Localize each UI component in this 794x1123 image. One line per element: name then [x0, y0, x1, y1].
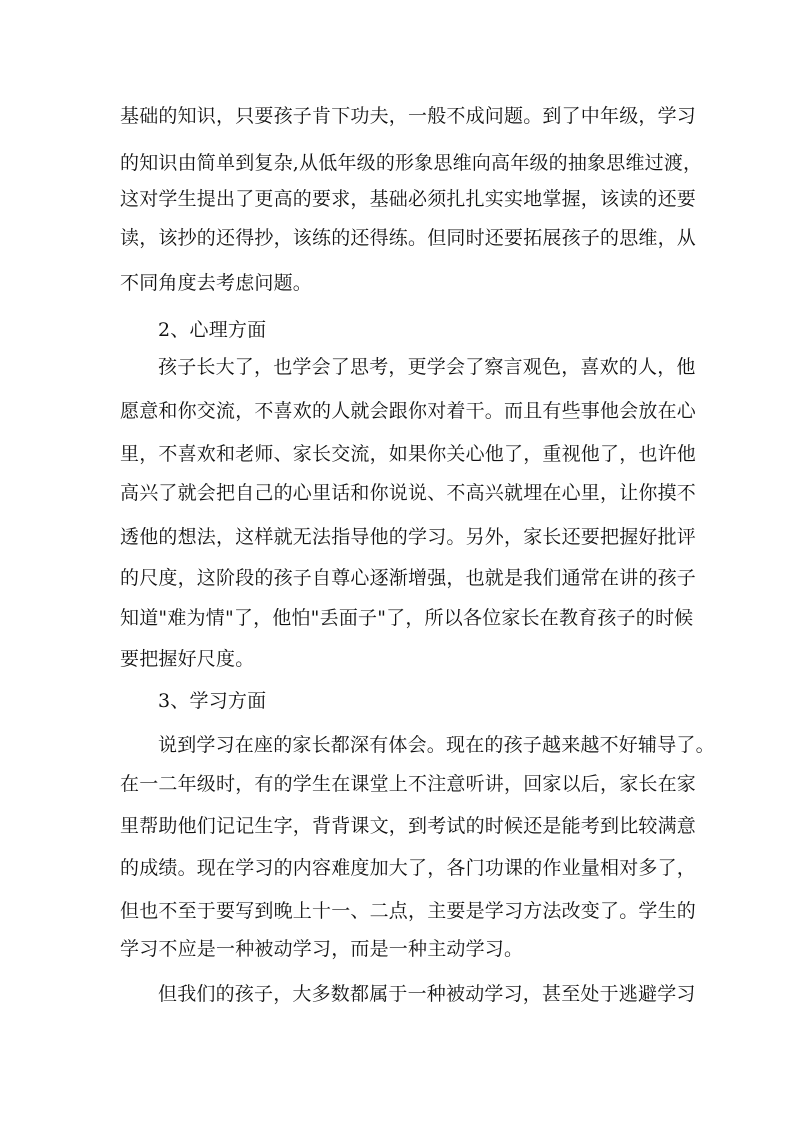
- body-text-line: 要把握好尺度。: [120, 648, 255, 670]
- section-heading: 2、心理方面: [158, 319, 267, 341]
- body-text-line: 基础的知识，只要孩子肯下功夫，一般不成问题。到了中年级，学习: [120, 105, 697, 127]
- paragraph-first-line: 但我们的孩子，大多数都属于一种被动学习，甚至处于逃避学习: [158, 983, 696, 1005]
- body-text-line: 在一二年级时，有的学生在课堂上不注意听讲，回家以后，家长在家: [120, 773, 697, 795]
- paragraph-first-line: 说到学习在座的家长都深有体会。现在的孩子越来越不好辅导了。: [158, 734, 715, 756]
- body-text-line: 的知识由简单到复杂,从低年级的形象思维向高年级的抽象思维过渡，: [120, 152, 703, 174]
- body-text-line: 的成绩。现在学习的内容难度加大了，各门功课的作业量相对多了，: [120, 857, 697, 879]
- section-heading: 3、学习方面: [158, 690, 267, 712]
- body-text-line: 知道"难为情"了，他怕"丢面子"了，所以各位家长在教育孩子的时候: [120, 607, 694, 629]
- body-text-line: 学习不应是一种被动学习，而是一种主动学习。: [120, 938, 524, 960]
- body-text-line: 里，不喜欢和老师、家长交流，如果你关心他了，重视他了，也许他: [120, 443, 697, 465]
- body-text-line: 高兴了就会把自己的心里话和你说说、不高兴就埋在心里，让你摸不: [120, 482, 697, 504]
- body-text-line: 的尺度，这阶段的孩子自尊心逐渐增强，也就是我们通常在讲的孩子: [120, 567, 697, 589]
- body-text-line: 读，该抄的还得抄，该练的还得练。但同时还要拓展孩子的思维，从: [120, 227, 697, 249]
- body-text-line: 不同角度去考虑问题。: [120, 272, 313, 294]
- body-text-line: 透他的想法，这样就无法指导他的学习。另外，家长还要把握好批评: [120, 526, 697, 548]
- body-text-line: 里帮助他们记记生字，背背课文，到考试的时候还是能考到比较满意: [120, 815, 697, 837]
- body-text-line: 这对学生提出了更高的要求，基础必须扎扎实实地掌握，该读的还要: [120, 188, 697, 210]
- paragraph-first-line: 孩子长大了，也学会了思考，更学会了察言观色，喜欢的人，他: [158, 356, 696, 378]
- body-text-line: 愿意和你交流，不喜欢的人就会跟你对着干。而且有些事他会放在心: [120, 400, 697, 422]
- body-text-line: 但也不至于要写到晚上十一、二点，主要是学习方法改变了。学生的: [120, 900, 697, 922]
